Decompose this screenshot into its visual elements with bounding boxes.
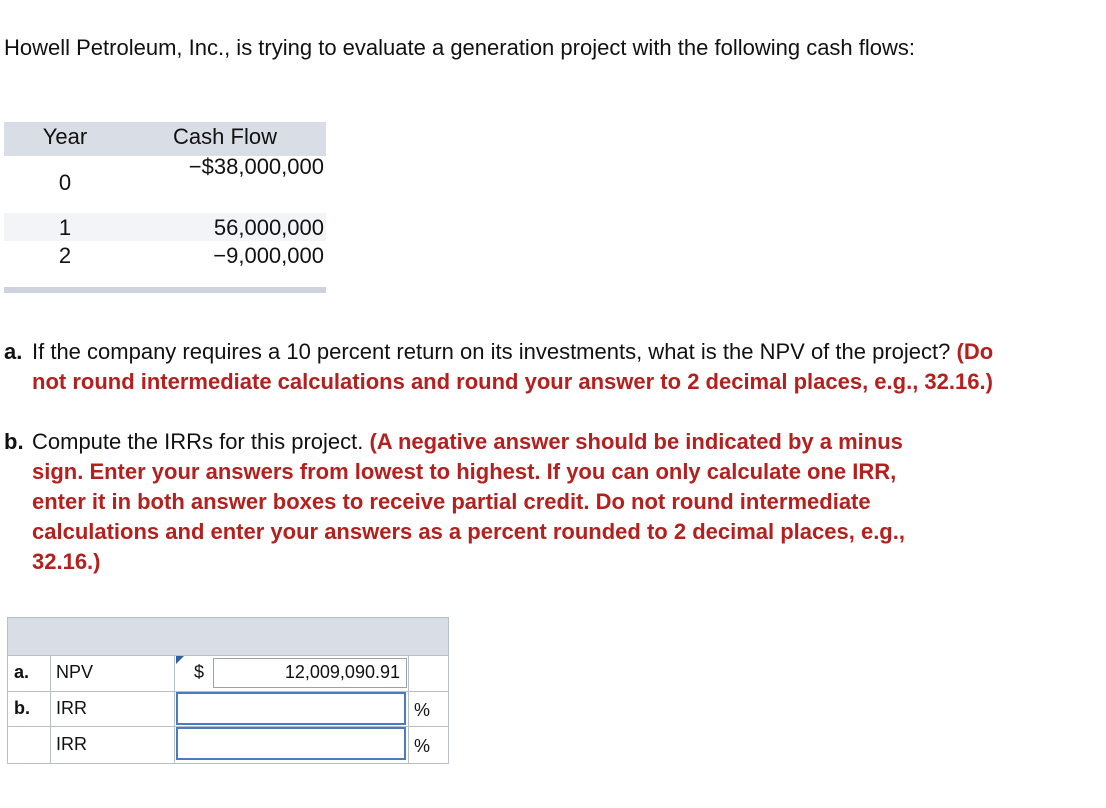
irr-input-1[interactable]: [176, 692, 406, 725]
question-a-instruction: (Do not round intermediate calculations and round your answer to 2 decimal places, e.g., 32.16.): [32, 339, 994, 394]
year-header: Year: [42, 124, 88, 149]
cash-flow-cell: −9,000,000: [213, 243, 324, 268]
cash-flow-cell: 56,000,000: [213, 215, 324, 240]
question-b: [4, 427, 944, 577]
question-b-letter: b.: [4, 429, 24, 454]
input-marker-icon: [176, 656, 184, 664]
percent-sign: %: [414, 700, 431, 720]
npv-label: NPV: [56, 662, 94, 682]
irr-label: IRR: [56, 734, 87, 754]
dollar-sign: $: [194, 662, 205, 682]
answer-table-header: [8, 618, 448, 656]
cash-flow-header-label: Cash Flow: [173, 124, 277, 149]
column-divider: [174, 655, 175, 763]
irr-input-2[interactable]: [176, 727, 406, 760]
question-a: [4, 337, 1004, 397]
cash-flow-header: [4, 122, 326, 156]
cash-flow-table: [4, 122, 326, 271]
answer-table: [7, 617, 449, 764]
year-cell: 0: [58, 170, 72, 195]
npv-input[interactable]: 12,009,090.91: [213, 658, 407, 688]
answer-letter-a: a.: [14, 662, 30, 682]
cash-flow-row: [4, 156, 326, 213]
cash-flow-table-bottom-rule: [4, 287, 326, 293]
question-a-letter: a.: [4, 339, 23, 364]
cash-flow-row: [4, 241, 326, 271]
column-divider: [408, 655, 409, 763]
answer-letter-b: b.: [14, 698, 30, 718]
irr-label: IRR: [56, 698, 87, 718]
question-b-text: Compute the IRRs for this project.: [32, 429, 364, 454]
cash-flow-row: [4, 213, 326, 241]
column-divider: [50, 655, 51, 763]
question-a-text: If the company requires a 10 percent return on its investments, what is the NPV of the project?: [32, 339, 951, 364]
percent-sign: %: [414, 736, 431, 756]
year-cell: 2: [58, 243, 72, 268]
question-b-instruction: (A negative answer should be indicated by a minus sign. Enter your answers from lowest to highest. If you can only calculate one IRR, enter it in both answer boxes to receive partial credit. Do not round intermediate calculations and enter your answers as a percent rounded to 2 decimal places, e.g., 32.16.): [32, 429, 905, 574]
year-cell: 1: [58, 215, 72, 240]
cash-flow-cell: −$38,000,000: [188, 154, 324, 179]
problem-intro: Howell Petroleum, Inc., is trying to evaluate a generation project with the following cash flows:: [4, 35, 916, 60]
